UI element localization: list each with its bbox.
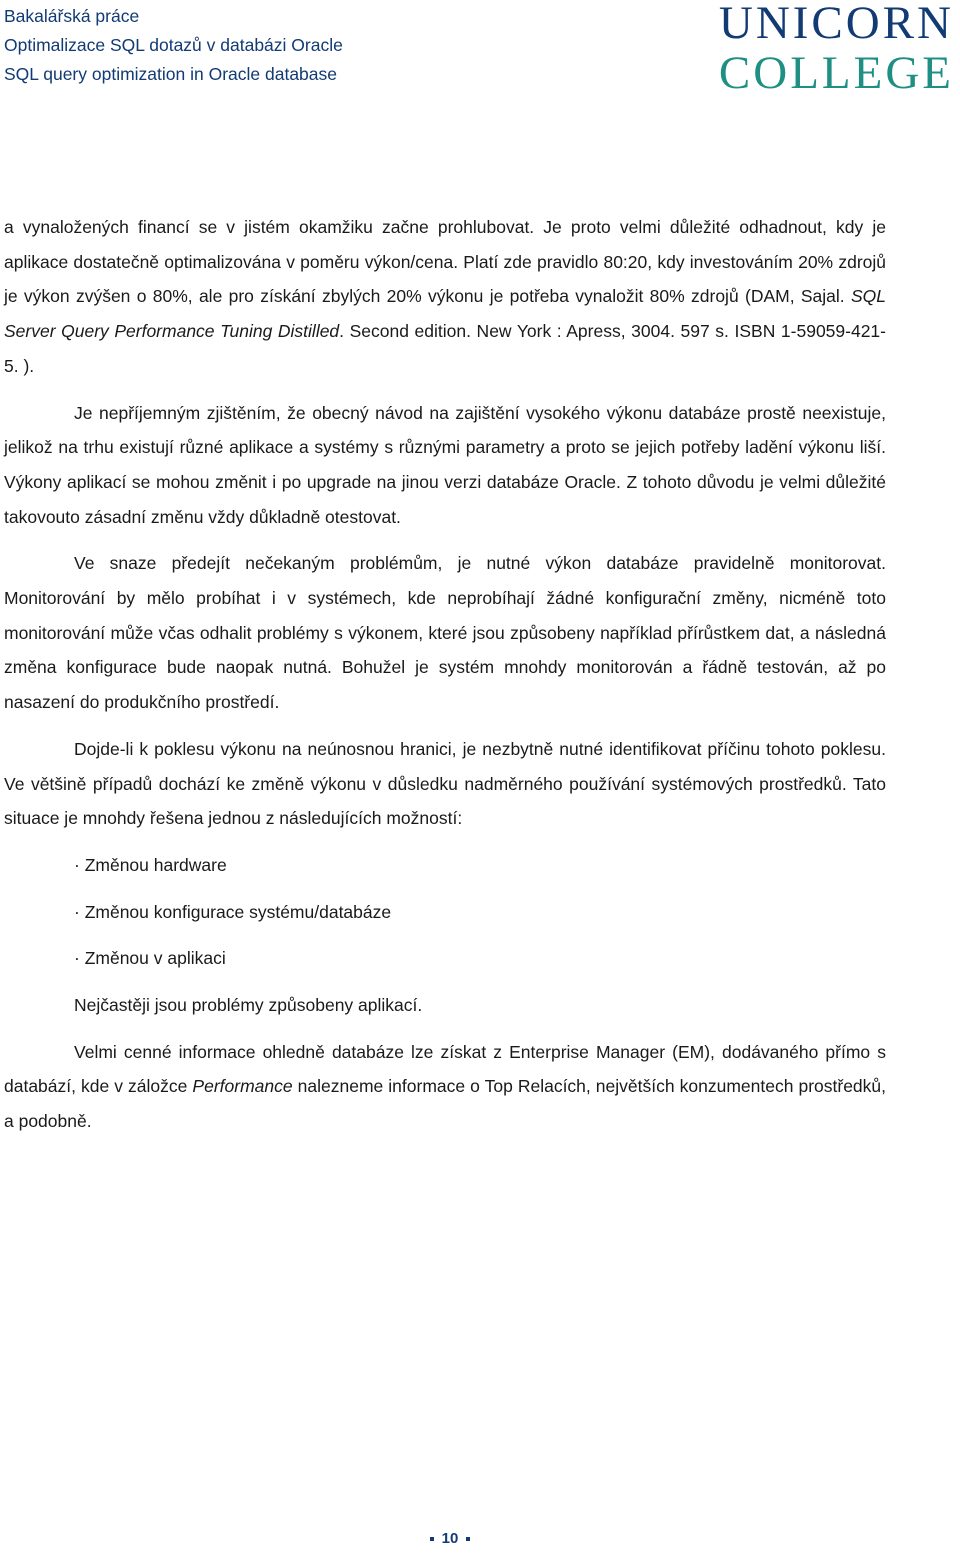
logo-line-unicorn: UNICORN xyxy=(718,0,954,49)
list-item: · Změnou v aplikaci xyxy=(74,948,226,969)
list-item: · Změnou hardware xyxy=(74,854,227,875)
paragraph-1-citation: . Second edition. New York : Apress, 3004. 597 s. ISBN 1-59059-421-5. ). xyxy=(4,321,886,376)
header-thesis-type: Bakalářská práce xyxy=(4,6,140,26)
paragraph-6-end: nalezneme informace o Top Relacích, největších konzumentech prostředků, a podobně. xyxy=(4,1076,887,1132)
logo-line-college: COLLEGE xyxy=(718,47,954,99)
footer-square-right xyxy=(466,1537,470,1541)
paragraph-6 xyxy=(4,1035,886,1139)
header-title-en: SQL query optimization in Oracle database xyxy=(4,64,338,84)
performance-tab-name: Performance xyxy=(192,1076,293,1097)
paragraph-4: Dojde-li k poklesu výkonu na neúnosnou hranici, je nezbytně nutné identifikovat příčinu tohoto poklesu. Ve většině případů dochází ke změně výkonu v důsledku nadměrného používání systémových prostředků. Tato situace je mnohdy řešena jednou z následujících možností: xyxy=(4,738,886,829)
paragraph-1 xyxy=(4,210,886,384)
document-header xyxy=(4,2,343,89)
book-title: SQL Server Query Performance Tuning Distilled xyxy=(4,286,886,342)
paragraph-3: Ve snaze předejít nečekaným problémům, je nutné výkon databáze pravidelně monitorovat. Monitorování by mělo probíhat i v systémech, kde neprobíhají žádné konfigurační změny, nicméně toto monitorování může včas odhalit problémy s výkonem, které jsou způsobeny například přírůstkem dat, a následná změna konfigurace bude naopak nutná. Bohužel je systém mnohdy monitorován a řádně testován, až po nasazení do produkčního prostředí. xyxy=(4,553,886,713)
paragraph-6-text: Velmi cenné informace ohledně databáze lze získat z Enterprise Manager (EM), dodávaného přímo s databází, kde v záložce xyxy=(4,1041,886,1097)
footer-square-left xyxy=(430,1537,434,1541)
page-footer xyxy=(0,1530,900,1547)
header-title-cz: Optimalizace SQL dotazů v databázi Oracle xyxy=(4,35,343,55)
paragraph-2: Je nepříjemným zjištěním, že obecný návod na zajištění vysokého výkonu databáze prostě neexistuje, jelikož na trhu existují různé aplikace a systémy s různými parametry a proto se jejich potřeby ladění výkonu liší. Výkony aplikací se mohou změnit i po upgrade na jinou verzi databáze Oracle. Z tohoto důvodu je velmi důležité takovouto zásadní změnu vždy důkladně otestovat. xyxy=(4,402,886,527)
paragraph-5: Nejčastěji jsou problémy způsobeny aplikací. xyxy=(74,995,423,1016)
unicorn-college-logo xyxy=(698,0,954,100)
list-item: · Změnou konfigurace systému/databáze xyxy=(74,901,392,922)
page-number: 10 xyxy=(441,1530,459,1547)
paragraph-1-text: a vynaložených financí se v jistém okamžiku začne prohlubovat. Je proto velmi důležité odhadnout, kdy je aplikace dostatečně optimalizována v poměru výkon/cena. Platí zde pravidlo 80:20, kdy investováním 20% zdrojů je výkon zvýšen o 80%, ale pro získání zbylých 20% výkonu je potřeba vynaložit 80% zdrojů (DAM, Sajal. xyxy=(4,217,886,307)
page-body xyxy=(4,210,886,1139)
